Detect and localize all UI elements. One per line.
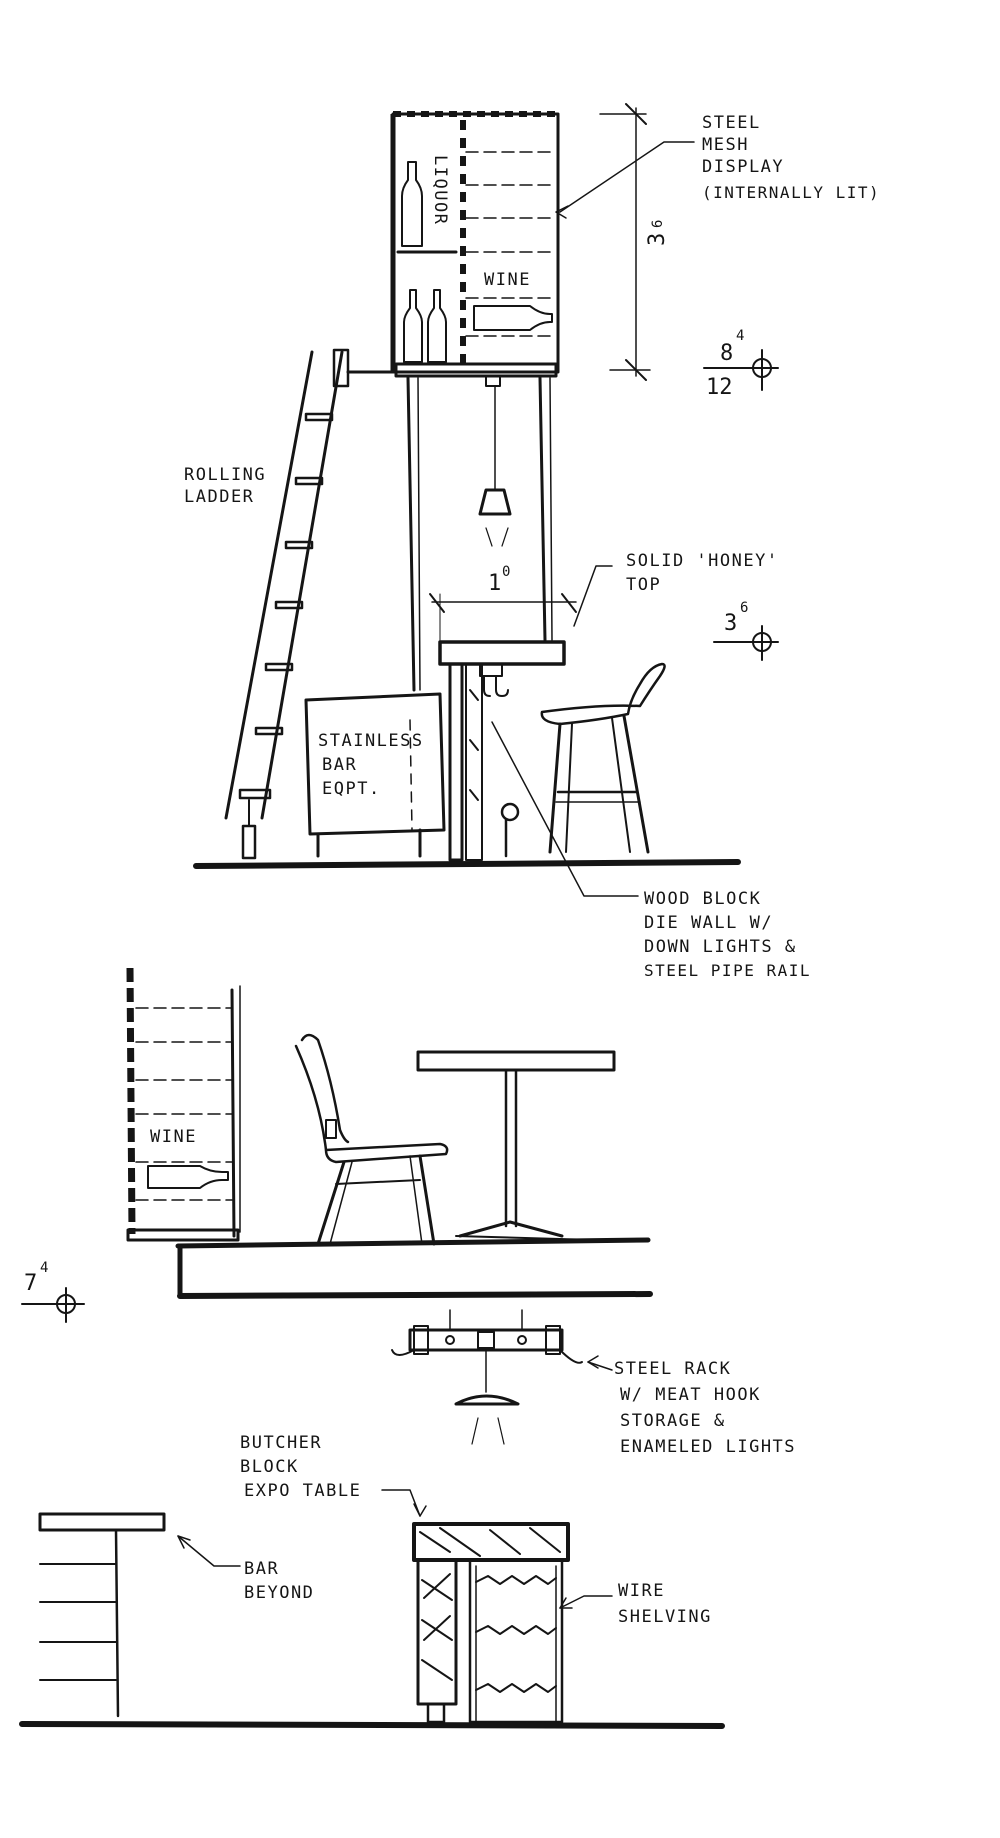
- steel-rack: [392, 1310, 582, 1444]
- bar-beyond: [40, 1514, 164, 1716]
- svg-text:STAINLESS: STAINLESS: [318, 731, 424, 751]
- counter-height-main: 3: [724, 611, 738, 636]
- svg-text:BAR: BAR: [244, 1559, 280, 1579]
- level-marker-lower: [22, 1260, 84, 1322]
- steel-mesh-display-label: [702, 113, 880, 202]
- dining-chair: [296, 1035, 447, 1244]
- steel-rack-label: [614, 1359, 796, 1457]
- rolling-ladder-label: [184, 465, 266, 507]
- butcher-block-table: [414, 1524, 568, 1722]
- counter-width-dimension: [430, 564, 576, 640]
- svg-text:DISPLAY: DISPLAY: [702, 157, 785, 177]
- display-height-main: 3: [645, 232, 670, 246]
- bar-stool: [542, 664, 665, 852]
- svg-text:MESH: MESH: [702, 135, 749, 155]
- svg-text:W/ MEAT HOOK: W/ MEAT HOOK: [620, 1385, 761, 1405]
- svg-text:BUTCHER: BUTCHER: [240, 1433, 323, 1453]
- counter-die-wall: [440, 642, 564, 860]
- svg-text:BEYOND: BEYOND: [244, 1583, 315, 1603]
- upper-elevation: [184, 104, 880, 980]
- liquor-label: LIQUOR: [430, 155, 450, 226]
- svg-text:BLOCK: BLOCK: [240, 1457, 299, 1477]
- level-lower-sup: 4: [40, 1260, 49, 1276]
- svg-text:STORAGE &: STORAGE &: [620, 1411, 726, 1431]
- wine-lower-label: WINE: [150, 1127, 197, 1147]
- svg-text:(INTERNALLY LIT): (INTERNALLY LIT): [702, 183, 881, 202]
- svg-text:STEEL: STEEL: [702, 113, 761, 133]
- stainless-bar-eqpt-label: [318, 731, 424, 799]
- svg-text:ENAMELED LIGHTS: ENAMELED LIGHTS: [620, 1437, 797, 1457]
- stainless-bar-eqpt: [306, 694, 444, 856]
- svg-text:TOP: TOP: [626, 575, 662, 595]
- level-marker-counter: [714, 600, 778, 660]
- honey-top-leader: [574, 566, 612, 626]
- svg-text:STEEL PIPE RAIL: STEEL PIPE RAIL: [644, 961, 811, 980]
- svg-text:STEEL RACK: STEEL RACK: [614, 1359, 732, 1379]
- level-upper-below: 12: [706, 375, 733, 400]
- wire-shelving-label: [618, 1581, 712, 1627]
- level-upper-sup: 4: [736, 328, 745, 344]
- counter-width-main: 1: [488, 571, 502, 596]
- solid-honey-top-label: [626, 551, 779, 595]
- steel-mesh-display: [393, 114, 558, 376]
- lower-elevation: [22, 1433, 722, 1726]
- level-upper-main: 8: [720, 341, 734, 366]
- mesh-display-leader: [560, 142, 694, 212]
- display-height-sup: 6: [650, 219, 666, 228]
- upper-floor-line: [196, 862, 738, 866]
- bar-beyond-label: [244, 1559, 314, 1603]
- svg-text:SHELVING: SHELVING: [618, 1607, 712, 1627]
- bar-beyond-leader: [178, 1536, 240, 1566]
- svg-text:EQPT.: EQPT.: [322, 779, 381, 799]
- wood-block-die-wall-label: [644, 889, 811, 980]
- middle-elevation: [22, 968, 796, 1457]
- lower-wine-display: [128, 968, 240, 1240]
- lower-floor-line: [22, 1724, 722, 1726]
- wine-upper-label: WINE: [484, 270, 531, 290]
- svg-text:WIRE: WIRE: [618, 1581, 665, 1601]
- svg-text:ROLLING: ROLLING: [184, 465, 267, 485]
- svg-text:DOWN LIGHTS &: DOWN LIGHTS &: [644, 937, 797, 957]
- level-marker-upper: [704, 328, 778, 400]
- svg-text:BAR: BAR: [322, 755, 358, 775]
- butcher-block-leader: [382, 1490, 420, 1516]
- svg-text:DIE WALL W/: DIE WALL W/: [644, 913, 774, 933]
- level-lower-main: 7: [24, 1271, 38, 1296]
- pendant-light: [480, 376, 510, 546]
- steel-rack-leader: [588, 1362, 612, 1370]
- wire-shelving-leader: [560, 1596, 612, 1608]
- svg-text:EXPO TABLE: EXPO TABLE: [244, 1481, 362, 1501]
- svg-text:WOOD BLOCK: WOOD BLOCK: [644, 889, 762, 909]
- cafe-table: [418, 1052, 614, 1240]
- floor-slab: [178, 1240, 650, 1296]
- svg-text:LADDER: LADDER: [184, 487, 255, 507]
- counter-height-sup: 6: [740, 600, 749, 616]
- svg-text:SOLID 'HONEY': SOLID 'HONEY': [626, 551, 779, 571]
- butcher-block-label: [240, 1433, 361, 1501]
- counter-width-sup: 0: [502, 564, 511, 580]
